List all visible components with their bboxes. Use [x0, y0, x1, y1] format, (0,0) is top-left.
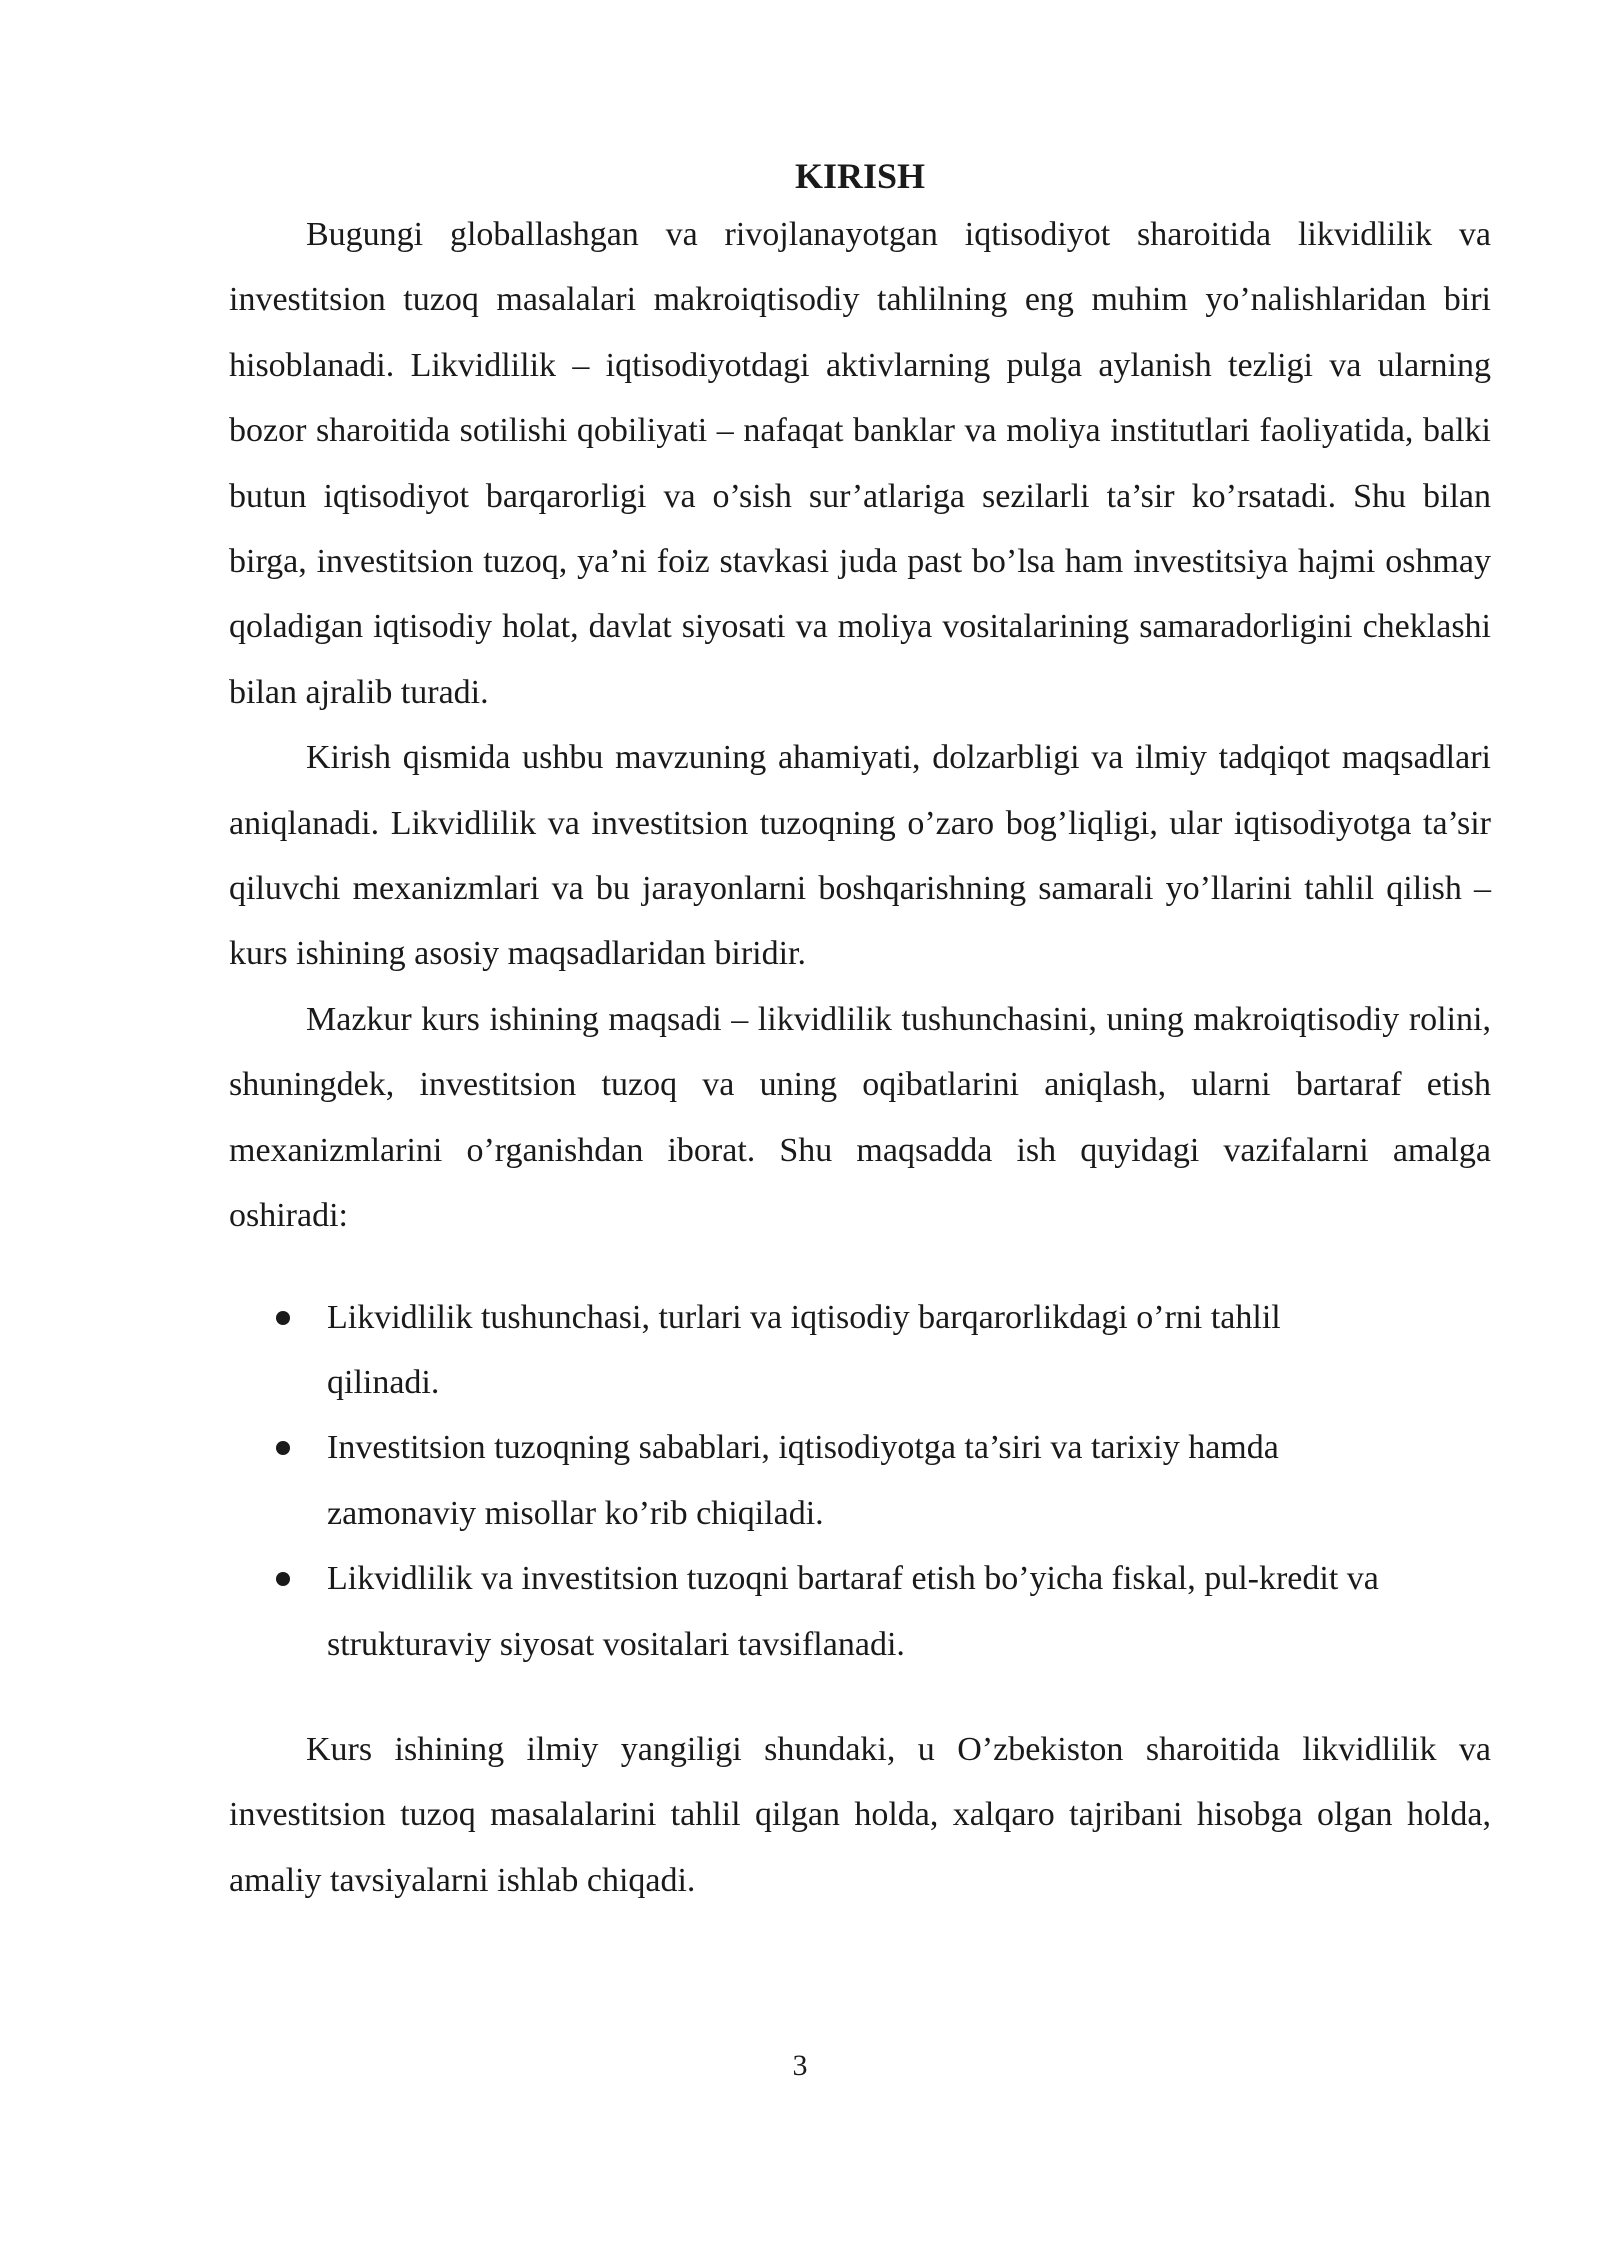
list-item	[229, 1285, 1491, 1416]
page-number: 3	[792, 2049, 808, 2082]
list-item	[229, 1415, 1491, 1546]
bullet-icon	[276, 1311, 290, 1325]
intro-paragraph-2: Kirish qismida ushbu mavzuning ahamiyati, dolzarbligi va ilmiy tadqiqot maqsadlari aniqlanadi. Likvidlilik va investitsion tuzoqning o’zaro bog’liqligi, ular iqtisodiyotga ta’sir qiluvchi mexanizmlari va bu jarayonlarni boshqarishning samarali yo’llarini tahlil qilish – kurs ishining asosiy maqsadlaridan biridir.	[229, 739, 1491, 973]
page-content	[229, 150, 1491, 1913]
list-item-text: Likvidlilik tushunchasi, turlari va iqtisodiy barqarorlikdagi o’rni tahlil qilinadi.	[327, 1298, 1281, 1401]
bullet-icon	[276, 1572, 290, 1586]
intro-paragraph-3: Mazkur kurs ishining maqsadi – likvidlilik tushunchasini, uning makroiqtisodiy rolini, shuningdek, investitsion tuzoq va uning oqibatlarini aniqlash, ularni bartaraf etish mexanizmlarini o’rganishdan iborat. Shu maqsadda ish quyidagi vazifalarni amalga oshiradi:	[229, 1000, 1491, 1235]
list-item-text: Likvidlilik va investitsion tuzoqni bartaraf etish bo’yicha fiskal, pul-kredit va strukturaviy siyosat vositalari tavsiflanadi.	[327, 1560, 1379, 1663]
intro-paragraph-1: Bugungi globallashgan va rivojlanayotgan iqtisodiyot sharoitida likvidlilik va investitsion tuzoq masalalari makroiqtisodiy tahlilning eng muhim yo’nalishlaridan biri hisoblanadi. Likvidlilik – iqtisodiyotdagi aktivlarning pulga aylanish tezligi va ularning bozor sharoitida sotilishi qobiliyati – nafaqat banklar va moliya institutlari faoliyatida, balki butun iqtisodiyot barqarorligi va o’sish sur’atlariga sezilarli ta’sir ko’rsatadi. Shu bilan birga, investitsion tuzoq, ya’ni foiz stavkasi juda past bo’lsa ham investitsiya hajmi oshmay qoladigan iqtisodiy holat, davlat siyosati va moliya vositalarining samaradorligini cheklashi bilan ajralib turadi.	[229, 216, 1491, 711]
bullet-icon	[276, 1441, 290, 1455]
tasks-list	[229, 1285, 1491, 1677]
list-item	[229, 1546, 1491, 1677]
closing-paragraph: Kurs ishining ilmiy yangiligi shundaki, u O’zbekiston sharoitida likvidlilik va investitsion tuzoq masalalarini tahlil qilgan holda, xalqaro tajribani hisobga olgan holda, amaliy tavsiyalarni ishlab chiqadi.	[229, 1730, 1491, 1899]
section-title: KIRISH	[794, 156, 926, 196]
list-item-text: Investitsion tuzoqning sabablari, iqtisodiyotga ta’siri va tarixiy hamda zamonaviy misollar ko’rib chiqiladi.	[327, 1429, 1279, 1532]
